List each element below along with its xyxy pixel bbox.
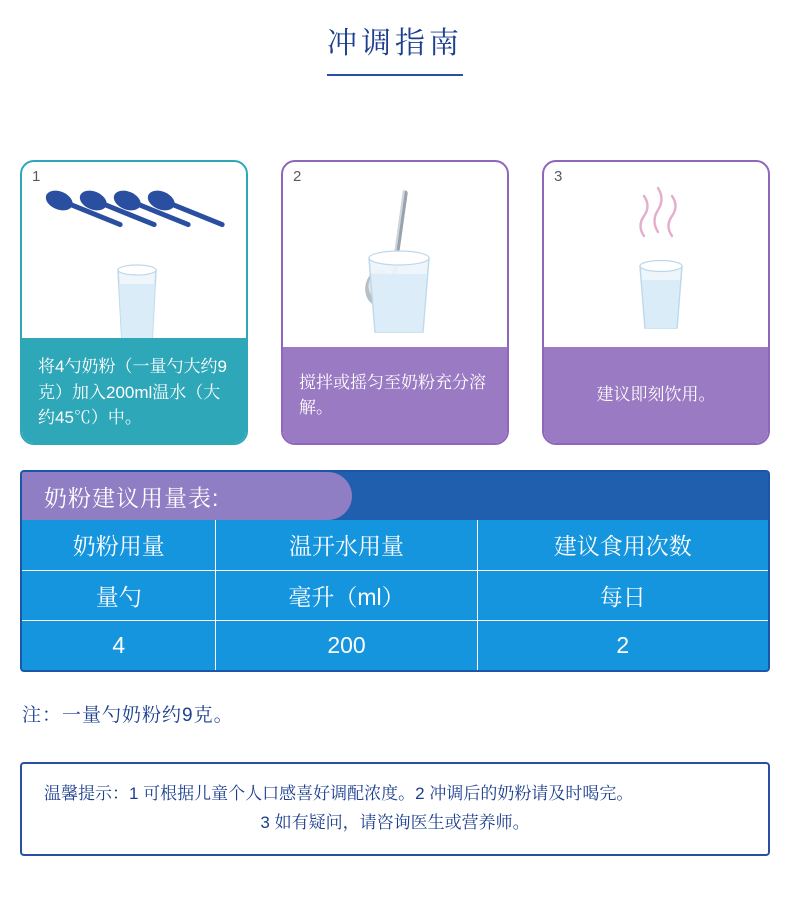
step-card-3 bbox=[542, 160, 770, 445]
table-row bbox=[22, 570, 768, 620]
table-cell: 建议食用次数 bbox=[477, 520, 768, 570]
tips-line-2: 3 如有疑问，请咨询医生或营养师。 bbox=[260, 812, 530, 832]
dosage-table bbox=[22, 520, 768, 670]
page-title-container bbox=[0, 0, 790, 76]
table-row bbox=[22, 520, 768, 570]
stirring-spoon-glass-icon bbox=[283, 162, 507, 347]
table-cell: 奶粉用量 bbox=[22, 520, 216, 570]
spoons-and-glass-icon bbox=[22, 162, 246, 347]
table-cell: 2 bbox=[477, 620, 768, 670]
dosage-table-title: 奶粉建议用量表: bbox=[44, 484, 220, 511]
step-caption-2: 搅拌或摇匀至奶粉充分溶解。 bbox=[283, 347, 507, 443]
table-cell: 量勺 bbox=[22, 570, 216, 620]
table-cell: 200 bbox=[216, 620, 477, 670]
dosage-note: 注：一量勺奶粉约9克。 bbox=[22, 705, 234, 726]
steps-row bbox=[20, 160, 770, 445]
dosage-table-block bbox=[20, 470, 770, 672]
table-row bbox=[22, 620, 768, 670]
steaming-glass-icon bbox=[544, 162, 768, 347]
table-cell: 4 bbox=[22, 620, 216, 670]
step-card-2 bbox=[281, 160, 509, 445]
tips-line-1: 温馨提示：1 可根据儿童个人口感喜好调配浓度。2 冲调后的奶粉请及时喝完。 bbox=[44, 784, 634, 803]
step-number-3: 3 bbox=[554, 168, 563, 185]
step-number-1: 1 bbox=[32, 168, 41, 185]
table-cell: 毫升（ml） bbox=[216, 570, 477, 620]
page-title: 冲调指南 bbox=[327, 26, 463, 76]
table-cell: 温开水用量 bbox=[216, 520, 477, 570]
table-cell: 每日 bbox=[477, 570, 768, 620]
tips-box bbox=[20, 762, 770, 856]
step-caption-3: 建议即刻饮用。 bbox=[544, 347, 768, 443]
step-card-1 bbox=[20, 160, 248, 445]
step-number-2: 2 bbox=[293, 168, 302, 185]
step-caption-1: 将4勺奶粉（一量勺大约9克）加入200ml温水（大约45℃）中。 bbox=[22, 338, 246, 443]
dosage-table-header bbox=[22, 472, 768, 520]
